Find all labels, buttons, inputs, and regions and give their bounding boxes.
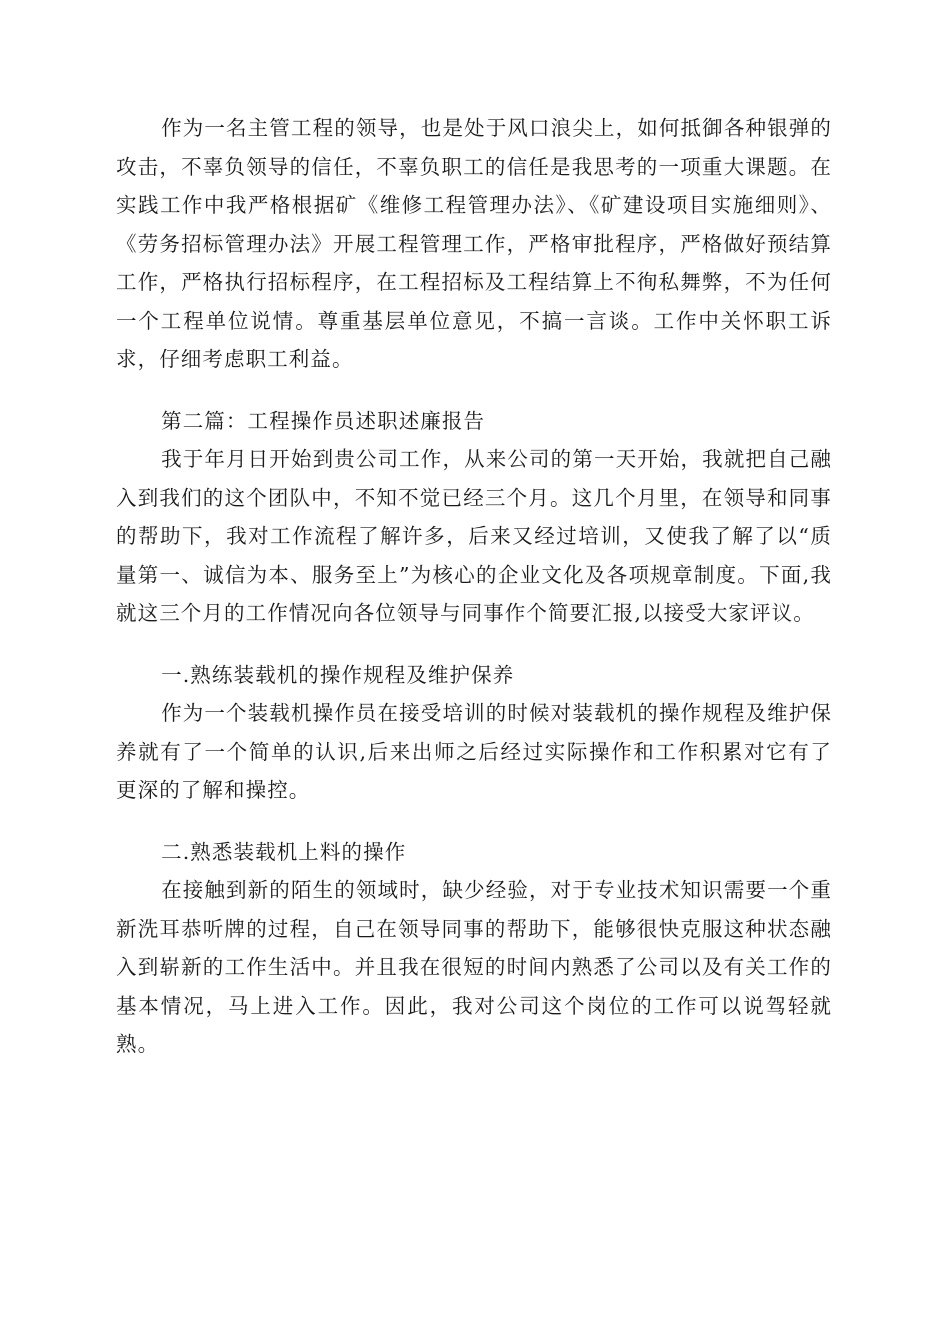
document-body [116,109,832,1064]
heading-loader-feeding: 二.熟悉装载机上料的操作 [161,839,407,864]
paragraph-introduction: 我于年月日开始到贵公司工作，从来公司的第一天开始，我就把自己融入到我们的这个团队中，不知不觉已经三个月。这几个月里，在领导和同事的帮助下，我对工作流程了解许多，后来又经过培训，又使我了解了以“质量第一、诚信为本、服务至上”为核心的企业文化及各项规章制度。下面,我就这三个月的工作情况向各位领导与同事作个简要汇报,以接受大家评议。 [116,447,832,625]
paragraph-engineering-management: 作为一名主管工程的领导，也是处于风口浪尖上，如何抵御各种银弹的攻击，不辜负领导的信任，不辜负职工的信任是我思考的一项重大课题。在实践工作中我严格根据矿《维修工程管理办法》、《矿建设项目实施细则》、《劳务招标管理办法》开展工程管理工作，严格审批程序，严格做好预结算工作，严格执行招标程序，在工程招标及工程结算上不徇私舞弊，不为任何一个工程单位说情。尊重基层单位意见，不搞一言谈。工作中关怀职工诉求，仔细考虑职工利益。 [116,116,832,371]
paragraph-new-field-adaptation: 在接触到新的陌生的领域时，缺少经验，对于专业技术知识需要一个重新洗耳恭听牌的过程，自己在领导同事的帮助下，能够很快克服这种状态融入到崭新的工作生活中。并且我在很短的时间内熟悉了公司以及有关工作的基本情况，马上进入工作。因此，我对公司这个岗位的工作可以说驾轻就熟。 [116,878,832,1056]
section-title-second-report: 第二篇：工程操作员述职述廉报告 [161,408,486,433]
paragraph-loader-maintenance: 作为一个装载机操作员在接受培训的时候对装载机的操作规程及维护保养就有了一个简单的认识,后来出师之后经过实际操作和工作积累对它有了更深的了解和操控。 [116,701,832,802]
heading-loader-operation-rules: 一.熟练装载机的操作规程及维护保养 [161,662,515,687]
